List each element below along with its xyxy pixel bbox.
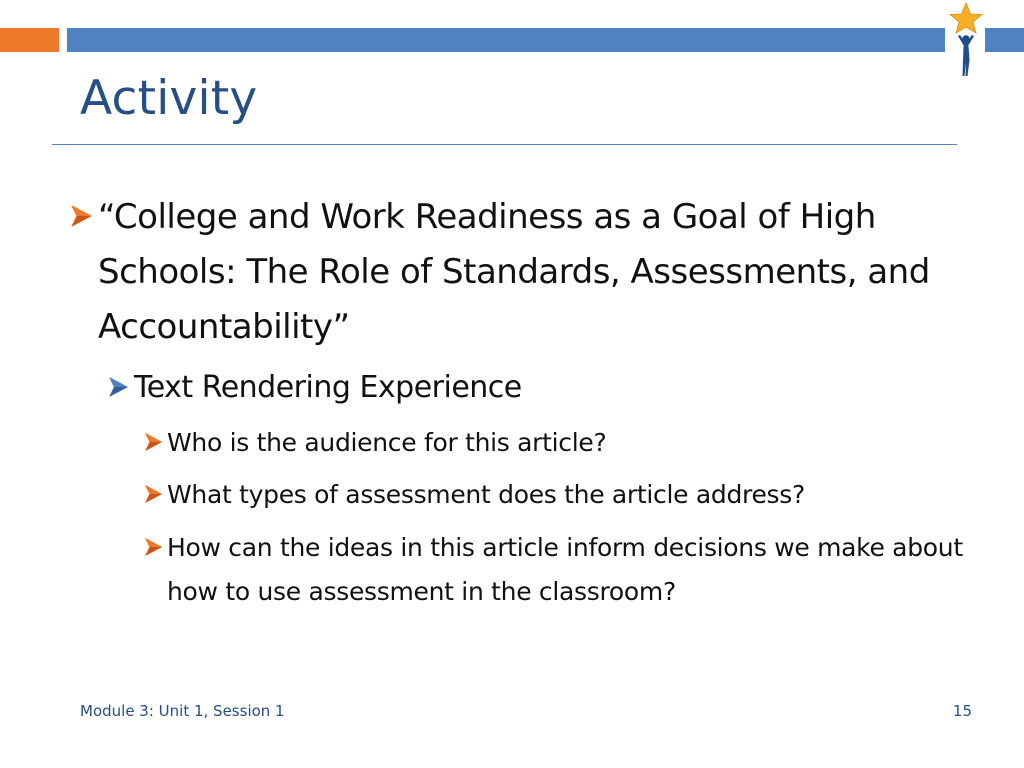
arrow-bullet-icon <box>104 376 134 398</box>
bullet-level3 <box>141 526 971 614</box>
bullet-level3-text: Who is the audience for this article? <box>167 428 607 457</box>
arrow-bullet-icon <box>141 537 167 557</box>
title-divider <box>52 144 957 145</box>
bullet-level1-text: “College and Work Readiness as a Goal of High Schools: The Role of Standards, Assessments, and Accountability” <box>98 197 930 347</box>
page-number: 15 <box>952 702 972 720</box>
star-person-logo-icon <box>946 2 986 80</box>
bullet-level2-text: Text Rendering Experience <box>134 370 522 405</box>
arrow-bullet-icon <box>141 432 167 452</box>
bullet-level3-text: How can the ideas in this article inform decisions we make about how to use assessment in the classroom? <box>167 533 963 606</box>
bullet-level3 <box>141 473 971 517</box>
slide-title: Activity <box>80 71 258 126</box>
bullet-level2 <box>104 366 924 410</box>
arrow-bullet-icon <box>66 204 98 228</box>
footer-module-label: Module 3: Unit 1, Session 1 <box>80 702 285 720</box>
arrow-bullet-icon <box>141 484 167 504</box>
header-orange-bar <box>0 28 59 52</box>
header-blue-bar <box>67 28 945 52</box>
bullet-level3-text: What types of assessment does the article address? <box>167 480 805 509</box>
header-blue-bar-end <box>985 28 1024 52</box>
bullet-level1 <box>66 190 936 355</box>
bullet-level3 <box>141 421 971 465</box>
